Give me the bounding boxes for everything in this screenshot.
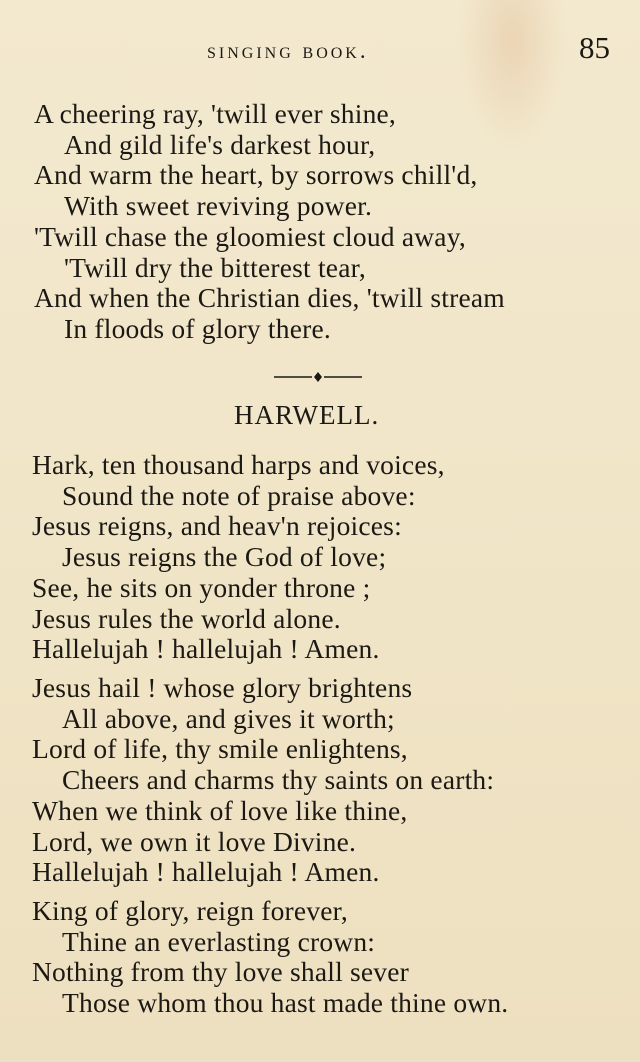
verse-line: Hallelujah ! hallelujah ! Amen. [32,633,380,664]
page-number: 85 [579,30,610,65]
verse-line: With sweet reviving power. [64,190,373,221]
verse-line: King of glory, reign forever, [32,895,349,926]
hymn-title: HARWELL. [234,400,380,430]
verse-line: 'Twill chase the gloomiest cloud away, [34,221,466,252]
verse-line: Hark, ten thousand harps and voices, [32,449,445,480]
verse-line: See, he sits on yonder throne ; [32,572,371,603]
verse-line: Lord of life, thy smile enlightens, [32,733,408,764]
verse-line: Sound the note of praise above: [62,480,416,511]
ornament-divider-icon [272,370,364,384]
verse-line: And gild life's darkest hour, [64,129,376,160]
verse-line: 'Twill dry the bitterest tear, [64,252,366,283]
verse-line: Jesus reigns, and heav'n rejoices: [32,510,402,541]
verse-line: And warm the heart, by sorrows chill'd, [34,159,478,190]
verse-line: Cheers and charms thy saints on earth: [62,764,495,795]
running-head: singing book. [207,38,369,63]
verse-line: In floods of glory there. [64,313,331,344]
verse-line: Jesus reigns the God of love; [62,541,387,572]
verse-line: Hallelujah ! hallelujah ! Amen. [32,856,380,887]
verse-line: Those whom thou hast made thine own. [62,987,509,1018]
verse-line: And when the Christian dies, 'twill stream [34,282,505,313]
verse-line: Lord, we own it love Divine. [32,826,357,857]
verse-line: A cheering ray, 'twill ever shine, [34,98,397,129]
verse-line: All above, and gives it worth; [62,703,395,734]
verse-line: When we think of love like thine, [32,795,408,826]
verse-line: Jesus rules the world alone. [32,603,341,634]
verse-line: Nothing from thy love shall sever [32,956,410,987]
verse-line: Jesus hail ! whose glory brightens [32,672,413,703]
verse-line: Thine an everlasting crown: [62,926,376,957]
